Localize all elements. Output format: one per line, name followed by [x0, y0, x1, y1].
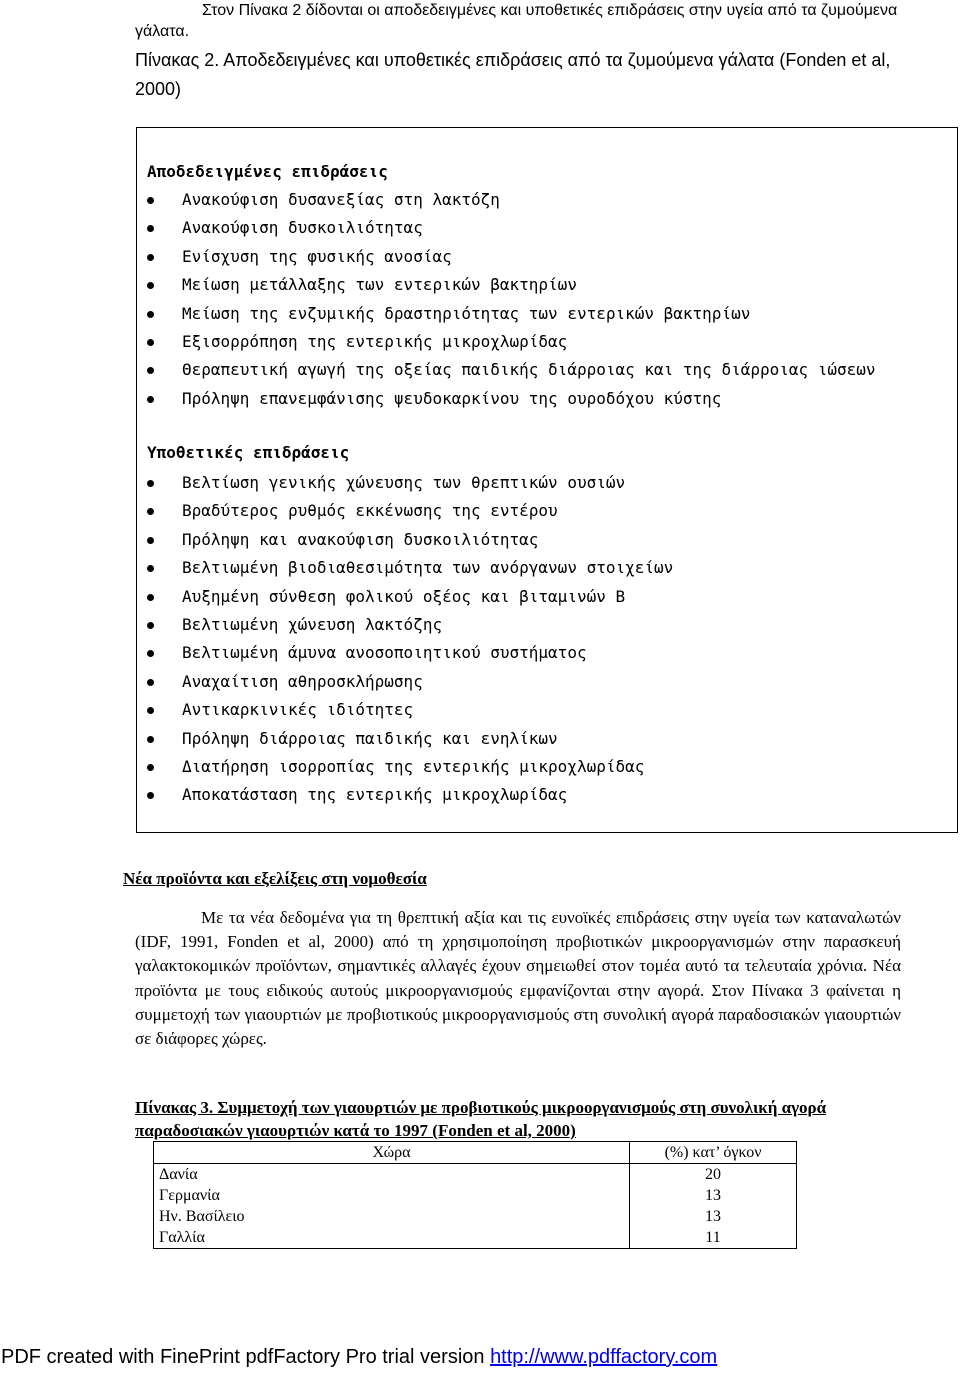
effect-text: Βελτιωμένη βιοδιαθεσιμότητα των ανόργανων στοιχείων [182, 558, 674, 578]
effect-item [0, 753, 960, 781]
effect-text: Βελτιωμένη χώνευση λακτόζης [182, 615, 443, 634]
effect-text: Αυξημένη σύνθεση φολικού οξέος και βιταμινών Β [182, 586, 626, 606]
effect-text: Αναχαίτιση αθηροσκλήρωσης [182, 671, 423, 691]
body-paragraph: Με τα νέα δεδομένα για τη θρεπτική αξία και τις ευνοϊκές επιδράσεις στην υγεία των καταναλωτών (IDF, 1991, Fonden et al, 2000) από τη χρησιμοποίηση προβιοτικών μικροοργανισμών στην παρασκευή γαλακτοκομικών προϊόντων, σημαντικές αλλαγές έχουν σημειωθεί στον τομέα αυτό τα τελευταία χρόνια. Νέα προϊόντα με τους ειδικούς αυτούς μικροοργανισμούς εμφανίζονται στην αγορά. Στον Πίνακα 3 φαίνεται η συμμετοχή των γιαουρτιών με προβιοτικούς μικροοργανισμούς στη συνολική αγορά παραδοσιακών γιαουρτιών σε διάφορες χώρες. [135, 908, 901, 1049]
effect-item [0, 639, 960, 667]
effect-item [0, 300, 960, 328]
effect-item [0, 385, 960, 413]
bullet-icon [147, 707, 154, 714]
effect-text: Εξισορρόπηση της εντερικής μικροχλωρίδας [182, 332, 568, 351]
cell-country: Γερμανία [154, 1185, 630, 1206]
effect-text: Θεραπευτική αγωγή της οξείας παιδικής διάρροιας και της διάρροιας ιώσεων [182, 360, 876, 380]
effect-text: Μείωση της ενζυμικής δραστηριότητας των εντερικών βακτηρίων [182, 303, 751, 323]
cell-country: Γαλλία [154, 1227, 630, 1249]
bullet-icon [147, 565, 154, 572]
table2-caption: Πίνακας 2. Αποδεδειγμένες και υποθετικές επιδράσεις από τα ζυμούμενα γάλατα (Fonden et al, 2000) [135, 50, 891, 99]
bullet-icon [147, 537, 154, 544]
bullet-icon [147, 679, 154, 686]
effect-item [0, 271, 960, 299]
cell-country: Δανία [154, 1164, 630, 1186]
effect-text: Ανακούφιση δυσανεξίας στη λακτόζη [182, 190, 500, 209]
cell-percent: 13 [630, 1206, 797, 1227]
footer-text: PDF created with FinePrint pdfFactory Pro trial version [1, 1346, 491, 1368]
effect-text: Αποκατάσταση της εντερικής μικροχλωρίδας [182, 785, 568, 805]
cell-percent: 20 [630, 1164, 797, 1186]
effect-item [0, 696, 960, 724]
effect-text: Ενίσχυση της φυσικής ανοσίας [182, 246, 452, 266]
effect-item [0, 554, 960, 582]
effect-item [0, 781, 960, 809]
bullet-icon [147, 339, 154, 346]
effect-text: Αντικαρκινικές ιδιότητες [182, 700, 414, 720]
bullet-icon [147, 508, 154, 515]
bullet-icon [147, 480, 154, 487]
section-heading: Νέα προϊόντα και εξελίξεις στη νομοθεσία [123, 869, 427, 888]
effect-text: Ανακούφιση δυσκοιλιότητας [182, 218, 423, 238]
proven-effects-heading: Αποδεδειγμένες επιδράσεις [147, 162, 388, 181]
cell-percent: 11 [630, 1227, 797, 1249]
effect-item [0, 668, 960, 696]
effect-text: Μείωση μετάλλαξης των εντερικών βακτηρίων [182, 275, 577, 295]
effect-text: Πρόληψη και ανακούφιση δυσκοιλιότητας [182, 529, 539, 549]
bullet-icon [147, 282, 154, 289]
effect-text: Διατήρηση ισορροπίας της εντερικής μικροχλωρίδας [182, 757, 645, 776]
bullet-icon [147, 367, 154, 374]
effect-text: Βελτίωση γενικής χώνευσης των θρεπτικών ουσιών [182, 473, 626, 492]
table-row [154, 1185, 797, 1206]
effect-item [0, 497, 960, 525]
pdf-footer [1, 1346, 717, 1369]
table-row [154, 1164, 797, 1186]
effect-item [0, 186, 960, 214]
effect-item [0, 611, 960, 639]
table-row [154, 1206, 797, 1227]
column-header-country: Χώρα [154, 1142, 630, 1164]
effect-item [0, 526, 960, 554]
cell-country: Ην. Βασίλειο [154, 1206, 630, 1227]
effect-text: Πρόληψη διάρροιας παιδικής και ενηλίκων [182, 728, 558, 748]
bullet-icon [147, 254, 154, 261]
effect-text: Βελτιωμένη άμυνα ανοσοποιητικού συστήματος [182, 643, 587, 663]
bullet-icon [147, 764, 154, 771]
effect-item [0, 583, 960, 611]
effect-text: Πρόληψη επανεμφάνισης ψευδοκαρκίνου της ουροδόχου κύστης [182, 388, 722, 408]
effect-item [0, 214, 960, 242]
bullet-icon [147, 650, 154, 657]
bullet-icon [147, 622, 154, 629]
bullet-icon [147, 396, 154, 403]
market-share-table [153, 1141, 797, 1249]
effect-item [0, 328, 960, 356]
bullet-icon [147, 225, 154, 232]
bullet-icon [147, 736, 154, 743]
footer-link[interactable]: http://www.pdffactory.com [490, 1346, 718, 1368]
column-header-percent: (%) κατ’ όγκον [630, 1142, 797, 1164]
table3-caption: Πίνακας 3. Συμμετοχή των γιαουρτιών με προβιοτικούς μικροοργανισμούς στη συνολική αγορά παραδοσιακών γιαουρτιών κατά το 1997 (Fonden et al, 2000) [135, 1098, 827, 1140]
bullet-icon [147, 311, 154, 318]
table-header-row [154, 1142, 797, 1164]
intro-paragraph: Στον Πίνακα 2 δίδονται οι αποδεδειγμένες και υποθετικές επιδράσεις στην υγεία από τα ζυμούμενα γάλατα. [135, 2, 898, 40]
bullet-icon [147, 594, 154, 601]
table-row [154, 1227, 797, 1249]
effect-item [0, 725, 960, 753]
effect-item [0, 243, 960, 271]
bullet-icon [147, 792, 154, 799]
hypothetical-effects-heading: Υποθετικές επιδράσεις [147, 443, 350, 462]
cell-percent: 13 [630, 1185, 797, 1206]
bullet-icon [147, 197, 154, 204]
effect-item [0, 469, 960, 497]
effect-text: Βραδύτερος ρυθμός εκκένωσης της εντέρου [182, 501, 558, 521]
effect-item [0, 356, 960, 384]
